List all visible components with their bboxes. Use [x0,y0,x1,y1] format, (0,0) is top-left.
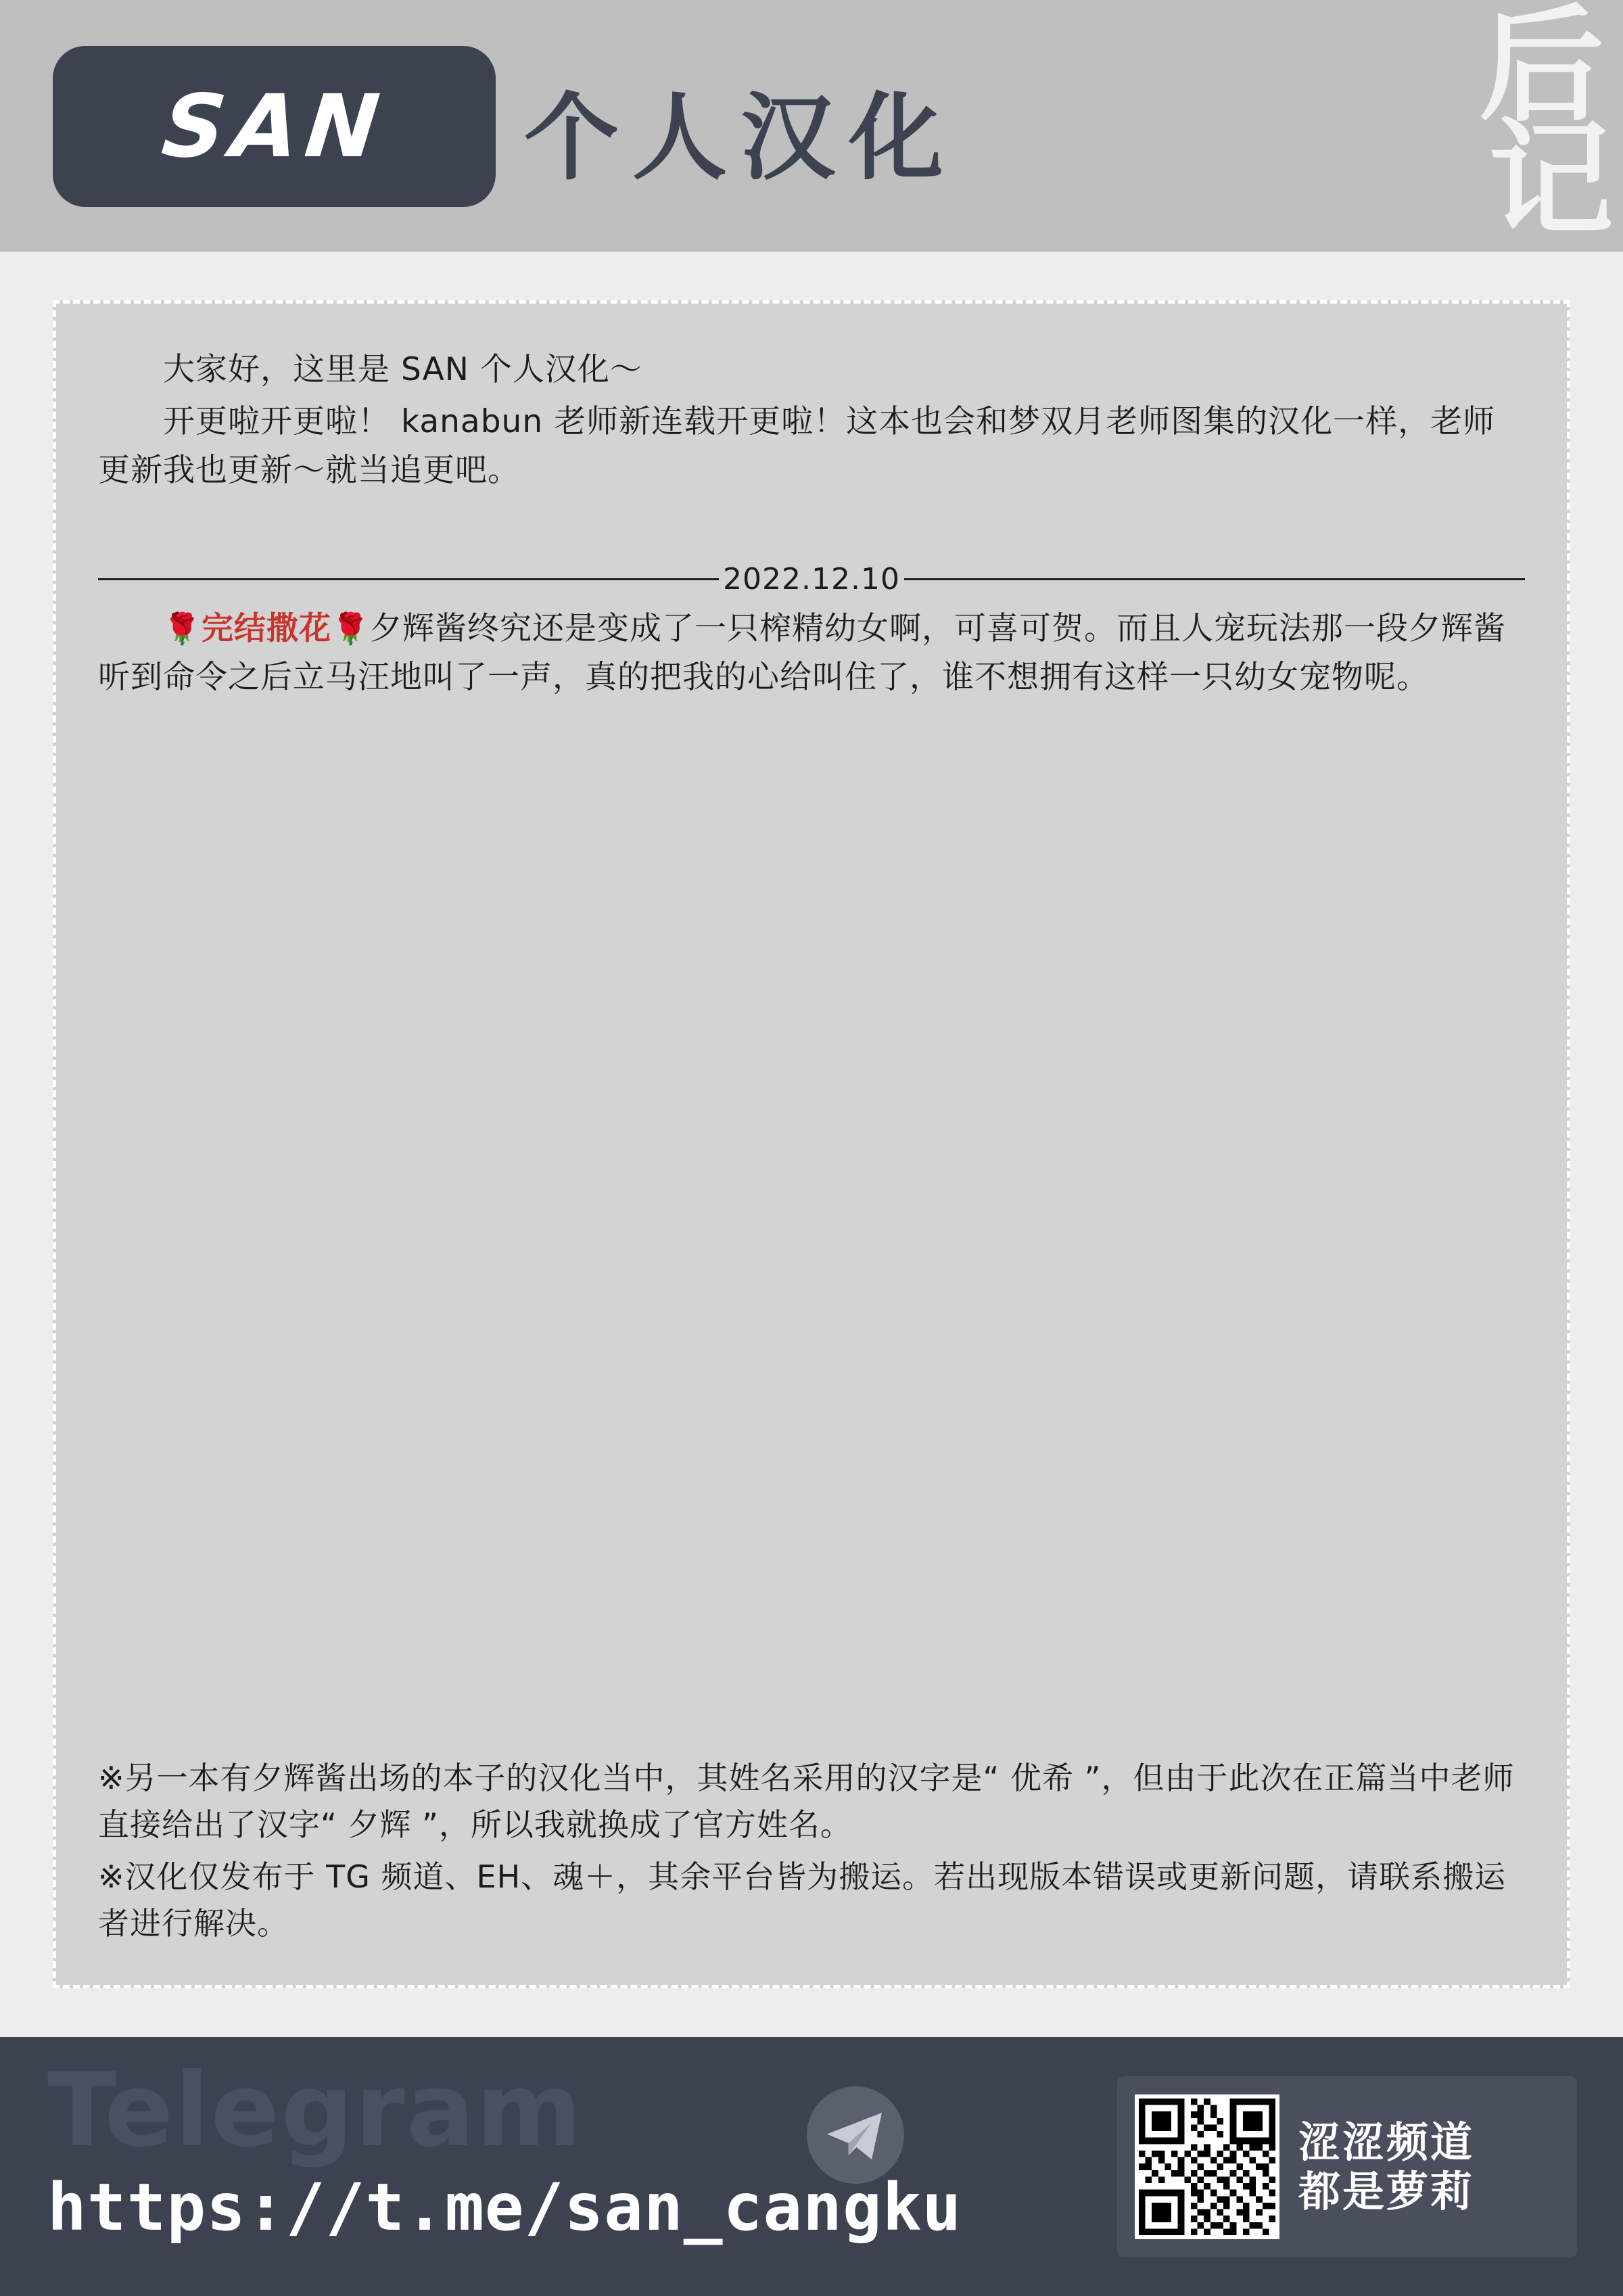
footnotes [98,1755,1525,1947]
afterword-note-body: 夕辉酱终究还是变成了一只榨精幼女啊，可喜可贺。而且人宠玩法那一段夕辉酱听到命令之后立马汪地叫了一声，真的把我的心给叫住了，谁不想拥有这样一只幼女宠物呢。 [98,610,1507,696]
date-divider [98,562,1525,596]
divider-line-left [98,578,719,580]
divider-line-right [904,578,1525,580]
header-watermark-line1: 后 [1479,0,1608,139]
qr-caption-line2: 都是萝莉 [1298,2167,1475,2216]
rose-icon-right: 🌹 [331,611,371,647]
san-logo-text: SAN [158,76,391,177]
qr-caption-line1: 涩涩频道 [1298,2117,1475,2167]
page-title: 个人汉化 [524,83,958,193]
qr-code-icon[interactable] [1135,2094,1279,2239]
afterword-card [53,300,1570,1988]
telegram-watermark: Telegram [47,2052,584,2170]
highlight-text: 完结撒花 [202,610,332,648]
footnote-1: ※另一本有夕辉酱出场的本子的汉化当中，其姓名采用的汉字是“ 优希 ”，但由于此次在正篇当中老师直接给出了汉字“ 夕辉 ”，所以我就换成了官方姓名。 [98,1760,1515,1843]
header-watermark [1479,0,1618,252]
intro-text: 开更啦开更啦！ kanabun 老师新连载开更啦！这本也会和梦双月老师图集的汉化一样，老师更新我也更新～就当追更吧。 [98,403,1496,489]
footnote-2: ※汉化仅发布于 TG 频道、EH、魂＋，其余平台皆为搬运。若出现版本错误或更新问题，请联系搬运者进行解决。 [98,1858,1507,1942]
afterword-note [98,605,1525,701]
telegram-url[interactable]: https://t.me/san_cangku [47,2170,962,2245]
content-area [0,252,1623,2037]
page-footer [0,2037,1623,2296]
page-header [0,0,1623,252]
greeting-text: 大家好，这里是 SAN 个人汉化～ [163,351,642,388]
qr-caption [1298,2117,1474,2216]
header-watermark-line2: 记 [1488,106,1618,252]
rose-icon-left: 🌹 [163,611,202,647]
san-logo-badge [53,46,496,207]
divider-date: 2022.12.10 [723,562,900,597]
qr-panel[interactable] [1117,2076,1577,2257]
